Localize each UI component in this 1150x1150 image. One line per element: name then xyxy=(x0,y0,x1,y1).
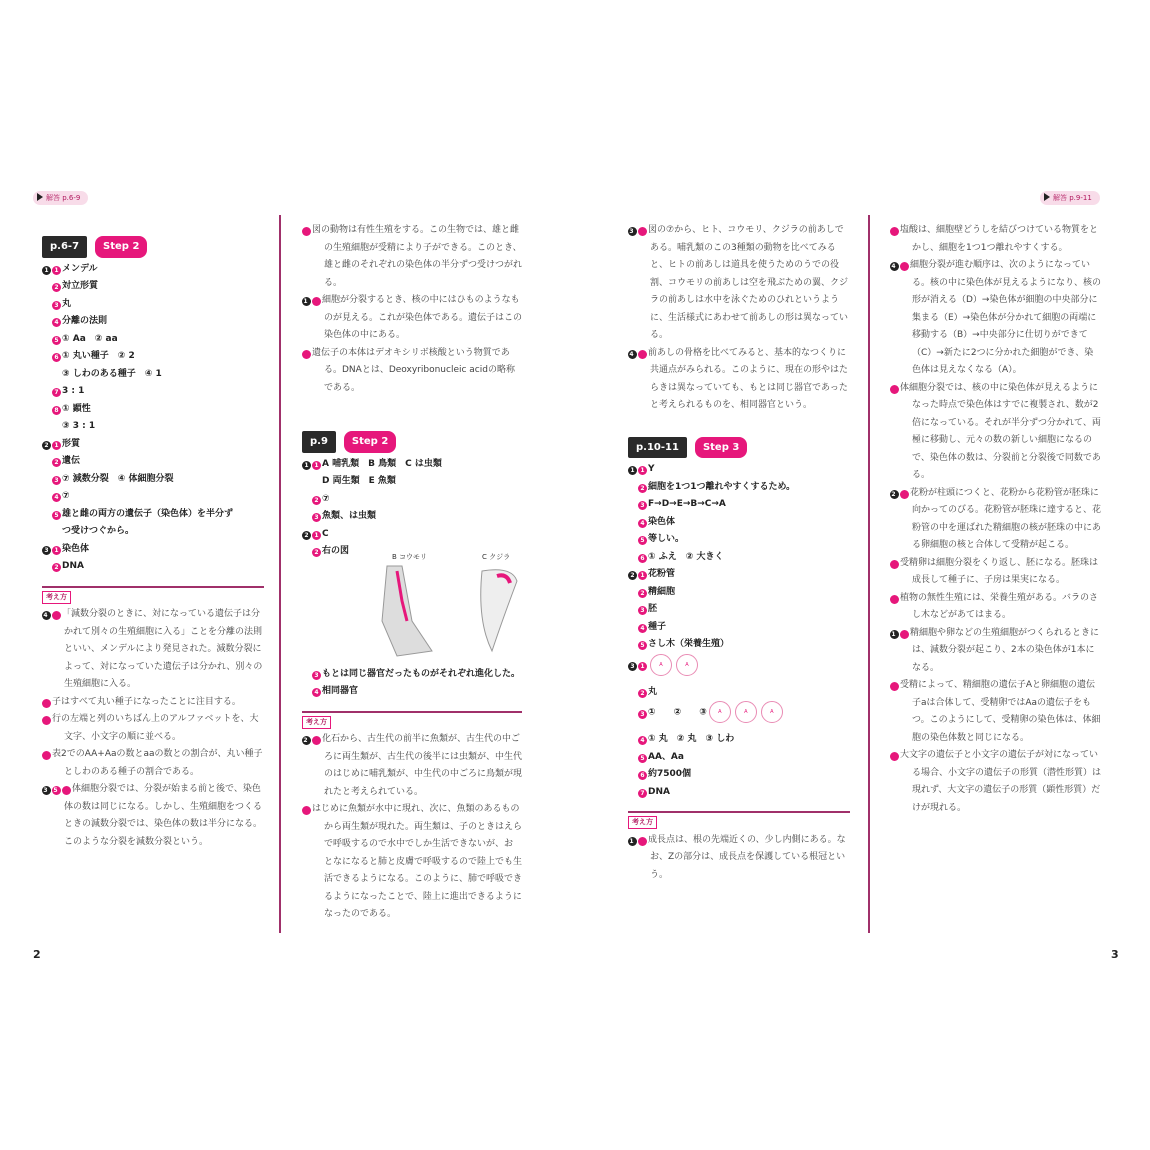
explanation-list xyxy=(619,222,850,415)
question-number-badge: 2 xyxy=(52,458,61,467)
explanation-text: 図の⑦から、ヒト、コウモリ、クジラの前あしである。哺乳類のこの3種類の動物を比べてみると、ヒトの前あしは道具を使うためのうでの役割、コウモリの前あしは空を飛ぶための翼、クジラの前あしは水中を泳ぐためのひれというように、生活様式にあわせて前あしの形は異なっている。 xyxy=(648,225,849,340)
answer-item xyxy=(628,636,850,654)
explanation-text: はじめに魚類が水中に現れ、次に、魚類のあるものから両生類が現れた。両生類は、子のときはえらで呼吸するので水中でしか生活できないが、おとなになると肺と皮膚で呼吸するので陸上でも生活できるようになる。このように、肺で呼吸できるようになったことで、陸上に進出できるようになったのである。 xyxy=(312,804,523,919)
answer-text: 胚 xyxy=(648,604,658,614)
answer-text: ⑦ 減数分裂 ④ 体細胞分裂 xyxy=(62,473,174,484)
question-number-badge: 5 xyxy=(638,641,647,650)
answer-text: ① 丸 ② 丸 ③ しわ xyxy=(648,734,735,744)
answer-text: 形質 xyxy=(62,438,81,449)
answer-text: ① Aa ② aa xyxy=(62,333,118,344)
explanation-item xyxy=(881,625,1102,678)
step-badge: Step 2 xyxy=(344,431,396,453)
kangaekata-label: 考え方 xyxy=(42,591,71,604)
answer-item xyxy=(628,701,850,731)
answer-text: 丸 xyxy=(62,298,72,309)
question-number-badge: 6 xyxy=(638,771,647,780)
bat-whale-bones-illustration xyxy=(302,561,522,661)
answer-item xyxy=(628,531,850,549)
question-number-badge: 1 xyxy=(638,571,647,580)
answer-item xyxy=(42,488,264,506)
explanation-list xyxy=(881,222,1102,817)
explanation-item xyxy=(881,677,1102,747)
question-number-badge: 5 xyxy=(52,511,61,520)
answer-item xyxy=(628,496,850,514)
answer-text: 雄と雌の両方の遺伝子（染色体）を半分ず xyxy=(62,508,234,519)
answer-text: 細胞を1つ1つ離れやすくするため。 xyxy=(648,481,796,492)
answer-item xyxy=(628,461,850,479)
explanation-text: 遺伝子の本体はデオキシリボ核酸という物質である。DNAとは、Deoxyribonucleic acidの略称である。 xyxy=(312,347,515,393)
answer-item xyxy=(628,731,850,749)
answer-item xyxy=(628,749,850,767)
answer-list xyxy=(628,461,850,801)
question-number-badge: 2 xyxy=(52,563,61,572)
explanation-text: 成長点は、根の先端近くの、少し内側にある。なお、Zの部分は、成長点を保護している根冠という。 xyxy=(648,834,846,880)
answer-item xyxy=(302,666,522,684)
answer-text: DNA xyxy=(62,561,84,571)
answer-text: ⑦ xyxy=(322,493,330,504)
question-number-badge: 4 xyxy=(52,493,61,502)
explanation-item xyxy=(881,747,1102,817)
explanation-text: 化石から、古生代の前半に魚類が、古生代の中ごろに両生類が、古生代の後半には虫類が、中生代のはじめに哺乳類が、中生代の中ごろに鳥類が現れたと考えられている。 xyxy=(322,734,523,797)
explanation-item xyxy=(881,555,1102,590)
explanation-text: 前あしの骨格を比べてみると、基本的なつくりに共通点がみられる。このように、現在の形やはたらきは異なっていても、もとは同じ器官であったと考えられるものを、相同器官という。 xyxy=(648,347,849,410)
kangaekata-label: 考え方 xyxy=(302,716,331,729)
answer-item xyxy=(42,331,264,349)
play-icon xyxy=(37,193,43,201)
answer-text: つ受けつぐから。 xyxy=(62,526,135,536)
answer-item xyxy=(628,514,850,532)
question-number-badge: 1 xyxy=(628,466,637,475)
question-number-badge: 1 xyxy=(42,611,51,620)
explanation-text: 「減数分裂のときに、対になっている遺伝子は分かれて別々の生殖細胞に入る」ことを分離の法則といい、メンデルにより発見された。減数分裂によって、対になっていた遺伝子は分かれ、別々の生殖細胞に入る。 xyxy=(62,609,263,689)
question-number-badge: 6 xyxy=(638,554,647,563)
question-number-badge: 5 xyxy=(302,227,311,236)
question-number-badge: 1 xyxy=(628,837,637,846)
question-number-badge: 1 xyxy=(312,531,321,540)
kangaekata-label: 考え方 xyxy=(628,816,657,829)
explanation-text: 花粉が柱頭につくと、花粉から花粉管が胚珠に向かってのびる。花粉管が胚珠に達すると、花粉管の中を運ばれた精細胞の核が胚珠の中にある卵細胞の核と合体して受精が起こる。 xyxy=(910,487,1102,550)
explanation-item xyxy=(881,590,1102,625)
question-number-badge: 5 xyxy=(638,536,647,545)
question-number-badge: 1 xyxy=(638,837,647,846)
question-number-badge: 5 xyxy=(890,385,899,394)
question-number-badge: 2 xyxy=(628,571,637,580)
question-number-badge: 4 xyxy=(638,736,647,745)
answer-text: DNA xyxy=(648,786,670,797)
question-number-badge: 2 xyxy=(638,589,647,598)
answer-text: さし木（栄養生殖） xyxy=(648,639,730,649)
answer-text: 分離の法則 xyxy=(62,316,108,326)
question-number-badge: 2 xyxy=(890,490,899,499)
answer-item xyxy=(42,296,264,314)
answer-item xyxy=(628,684,850,702)
answer-text: ① ふえ ② 大きく xyxy=(648,551,724,562)
step-badge: Step 3 xyxy=(695,437,747,459)
answer-text: D 両生類 E 魚類 xyxy=(322,476,396,486)
question-number-badge: 2 xyxy=(312,548,321,557)
question-number-badge: 5 xyxy=(638,754,647,763)
answer-item xyxy=(628,766,850,784)
question-number-badge: 2 xyxy=(42,441,51,450)
answer-text: F→D→E→B→C→A xyxy=(648,499,726,509)
left-page-header: 解答 p.6-9 xyxy=(33,191,88,205)
question-number-badge: 1 xyxy=(302,736,311,745)
answer-item xyxy=(42,436,264,454)
question-number-badge: 1 xyxy=(52,266,61,275)
question-number-badge: 3 xyxy=(628,662,637,671)
question-number-badge: 4 xyxy=(52,611,61,620)
explanation-item xyxy=(881,380,1102,485)
question-number-badge: 3 xyxy=(638,501,647,510)
answer-item xyxy=(302,526,522,544)
explanation-text: 表2でのAA+Aaの数とaaの数との割合が、丸い種子としわのある種子の割合である。 xyxy=(52,749,263,777)
explanation-item xyxy=(881,222,1102,257)
explanation-text: 行の左端と列のいちばん上のアルファベットを、大文字、小文字の順に並べる。 xyxy=(52,714,259,742)
genotype-circle: A xyxy=(650,654,672,676)
explanation-text: 体細胞分裂では、核の中に染色体が見えるようになった時点で染色体はすでに複製され、数が2倍になっている。それが半分ずつ分かれて、両極に移動し、元々の数の新しい細胞になるので、染色体の数は、分裂前と分裂後で同数である。 xyxy=(900,382,1101,480)
question-number-badge: 3 xyxy=(890,262,899,271)
answer-text: 種子 xyxy=(648,621,667,632)
answer-item xyxy=(628,566,850,584)
explanation-item xyxy=(881,257,1102,380)
answer-item xyxy=(42,313,264,331)
question-number-badge: 3 xyxy=(42,546,51,555)
question-number-badge: 2 xyxy=(312,496,321,505)
question-number-badge: 4 xyxy=(638,350,647,359)
explanation-text: 細胞分裂が進む順序は、次のようになっている。核の中に染色体が見えるようになり、核の形が消える（D）→染色体が細胞の中央部分に集まる（E）→染色体が分かれて細胞の両端に移動する（B）→中央部分に仕切りができて（C）→新たに2つに分かれた細胞ができ、染色体は見えなくなる（A）。 xyxy=(910,260,1102,375)
answer-text: ① ② ③ xyxy=(648,707,707,718)
answer-text: 花粉管 xyxy=(648,569,676,579)
question-number-badge: 3 xyxy=(52,786,61,795)
answer-text: 等しい。 xyxy=(648,534,685,544)
question-number-badge: 3 xyxy=(52,301,61,310)
answer-list xyxy=(302,456,522,561)
answer-list xyxy=(42,261,264,576)
answer-text: 丸 xyxy=(648,686,658,697)
answer-item xyxy=(628,549,850,567)
answer-text: C xyxy=(322,528,329,539)
question-number-badge: 5 xyxy=(890,595,899,604)
answer-text: 3 : 1 xyxy=(62,386,85,396)
question-number-badge: 5 xyxy=(42,716,51,725)
question-number-badge: 3 xyxy=(638,710,647,719)
question-number-badge: 1 xyxy=(638,662,647,671)
page-label: p.9 xyxy=(302,431,336,453)
genotype-circle: A xyxy=(676,654,698,676)
divider xyxy=(42,586,264,588)
answer-item xyxy=(302,508,522,526)
question-number-badge: 3 xyxy=(312,671,321,680)
answer-list xyxy=(302,666,522,701)
section-header xyxy=(302,431,522,453)
explanation-item xyxy=(293,292,523,345)
explanation-item xyxy=(33,711,264,746)
answer-text: もとは同じ器官だったものがそれぞれ進化した。 xyxy=(322,668,521,679)
explanation-text: 大文字の遺伝子と小文字の遺伝子が対になっている場合、小文字の遺伝子の形質（潜性形質）は現れず、大文字の遺伝子の形質（顕性形質）だけが現れる。 xyxy=(900,750,1102,813)
question-number-badge: 2 xyxy=(638,484,647,493)
question-number-badge: 3 xyxy=(890,630,899,639)
question-number-badge: 4 xyxy=(638,624,647,633)
question-number-badge: 2 xyxy=(42,786,51,795)
answer-item xyxy=(42,261,264,279)
explanation-text: 受精によって、精細胞の遺伝子Aと卵細胞の遺伝子aは合体して、受精卵ではAaの遺伝子をもつ。このようにして、受精卵の染色体は、体細胞の染色体数と同じになる。 xyxy=(900,680,1101,743)
explanation-list xyxy=(619,832,850,885)
explanation-item xyxy=(33,606,264,694)
answer-item xyxy=(42,523,264,541)
answer-text: ① 丸い種子 ② 2 xyxy=(62,351,135,361)
answer-text: ③ しわのある種子 ④ 1 xyxy=(62,368,162,379)
explanation-text: 精細胞や卵などの生殖細胞がつくられるときには、減数分裂が起こり、2本の染色体が1本になる。 xyxy=(910,627,1100,673)
answer-item xyxy=(302,683,522,701)
section-header xyxy=(628,437,850,459)
answer-item xyxy=(42,366,264,384)
answer-text: A 哺乳類 B 鳥類 C は虫類 xyxy=(322,458,442,469)
page-number-left: 2 xyxy=(33,948,41,961)
genotype-circle: A xyxy=(735,701,757,723)
question-number-badge: 7 xyxy=(42,699,51,708)
answer-item xyxy=(42,278,264,296)
answer-text: 魚類、は虫類 xyxy=(322,511,377,521)
explanation-text: 受精卵は細胞分裂をくり返し、胚になる。胚珠は成長して種子に、子房は果実になる。 xyxy=(900,557,1099,585)
question-number-badge: 2 xyxy=(638,689,647,698)
explanation-item xyxy=(293,345,522,398)
question-number-badge: 2 xyxy=(302,531,311,540)
answer-text: ⑦ xyxy=(62,491,70,501)
question-number-badge: 1 xyxy=(312,297,321,306)
right-column-2 xyxy=(881,222,1102,817)
section-header xyxy=(42,236,264,258)
explanation-list xyxy=(293,222,523,397)
answer-text: 対立形質 xyxy=(62,281,99,291)
question-number-badge: 1 xyxy=(52,441,61,450)
answer-item xyxy=(628,619,850,637)
answer-item xyxy=(42,418,264,436)
question-number-badge: 8 xyxy=(42,751,51,760)
explanation-text: 細胞が分裂するとき、核の中にはひものようなものが見える。これが染色体である。遺伝子はこの染色体の中にある。 xyxy=(322,295,523,340)
left-column-2 xyxy=(293,222,523,924)
question-number-badge: 3 xyxy=(302,297,311,306)
answer-item xyxy=(628,601,850,619)
answer-text: Y xyxy=(648,464,655,474)
answer-text: 相同器官 xyxy=(322,686,359,696)
question-number-badge: 4 xyxy=(900,262,909,271)
answer-item xyxy=(42,558,264,576)
question-number-badge: 5 xyxy=(52,336,61,345)
question-number-badge: 1 xyxy=(312,461,321,470)
answer-text: ① 顕性 xyxy=(62,403,91,414)
page-label: p.10-11 xyxy=(628,437,687,459)
question-number-badge: 3 xyxy=(890,682,899,691)
explanation-text: 体細胞分裂では、分裂が始まる前と後で、染色体の数は同じになる。しかし、生殖細胞をつくるときの減数分裂では、染色体の数は半分になる。このような分裂を減数分裂という。 xyxy=(64,784,263,847)
question-number-badge: 2 xyxy=(302,350,311,359)
explanation-item xyxy=(33,694,264,712)
question-number-badge: 4 xyxy=(890,752,899,761)
answer-text: 約7500個 xyxy=(648,769,692,779)
page-number-right: 3 xyxy=(1111,948,1119,961)
question-number-badge: 2 xyxy=(900,490,909,499)
question-number-badge: 7 xyxy=(638,789,647,798)
question-number-badge: 4 xyxy=(52,318,61,327)
answer-item xyxy=(42,401,264,419)
page-label: p.6-7 xyxy=(42,236,87,258)
column-divider xyxy=(868,215,870,933)
question-number-badge: 1 xyxy=(302,461,311,470)
answer-item xyxy=(628,479,850,497)
answer-text: ③ 3 : 1 xyxy=(62,421,96,431)
question-number-badge: 2 xyxy=(628,350,637,359)
question-number-badge: 2 xyxy=(312,736,321,745)
forelimb-figure: B コウモリ C クジラ xyxy=(302,561,522,666)
question-number-badge: 3 xyxy=(312,513,321,522)
explanation-list xyxy=(293,731,523,924)
answer-item xyxy=(42,453,264,471)
answer-item xyxy=(628,784,850,802)
question-number-badge: 6 xyxy=(52,353,61,362)
answer-item xyxy=(42,541,264,559)
answer-item xyxy=(42,383,264,401)
explanation-text: 塩酸は、細胞壁どうしを結びつけている物質をとかし、細胞を1つ1つ離れやすくする。 xyxy=(900,225,1099,253)
step-badge: Step 2 xyxy=(95,236,147,258)
explanation-item xyxy=(293,222,523,292)
answer-item xyxy=(42,348,264,366)
question-number-badge: 8 xyxy=(52,406,61,415)
answer-item xyxy=(302,491,522,509)
right-column-1 xyxy=(619,222,850,884)
question-number-badge: 2 xyxy=(52,283,61,292)
question-number-badge: 2 xyxy=(628,227,637,236)
answer-item xyxy=(628,584,850,602)
explanation-text: 図の動物は有性生殖をする。この生物では、雄と雌の生殖細胞が受精により子ができる。このとき、雄と雌のそれぞれの染色体の半分ずつ受けつがれる。 xyxy=(312,225,523,288)
question-number-badge: 3 xyxy=(638,606,647,615)
explanation-item xyxy=(619,832,850,885)
question-number-badge: 4 xyxy=(312,688,321,697)
question-number-badge: 2 xyxy=(890,227,899,236)
explanation-list xyxy=(33,606,264,851)
question-number-badge: 3 xyxy=(638,227,647,236)
explanation-item xyxy=(881,485,1102,555)
explanation-text: 植物の無性生殖には、栄養生殖がある。バラのさし木などがあてはまる。 xyxy=(900,592,1099,620)
answer-item xyxy=(302,456,522,474)
explanation-item xyxy=(619,222,850,345)
answer-text: 染色体 xyxy=(648,516,676,527)
answer-text: AA、Aa xyxy=(648,751,684,762)
divider xyxy=(628,811,850,813)
question-number-badge: 1 xyxy=(52,546,61,555)
answer-text: 右の図 xyxy=(322,546,350,556)
explanation-item xyxy=(293,731,523,801)
question-number-badge: 1 xyxy=(638,466,647,475)
explanation-item xyxy=(619,345,850,415)
play-icon xyxy=(1044,193,1050,201)
column-divider xyxy=(279,215,281,933)
question-number-badge: 1 xyxy=(900,630,909,639)
answer-text: 染色体 xyxy=(62,543,90,554)
explanation-text: 子はすべて丸い種子になったことに注目する。 xyxy=(52,696,241,707)
question-number-badge: 1 xyxy=(42,266,51,275)
question-number-badge: 5 xyxy=(62,786,71,795)
explanation-item xyxy=(293,801,523,924)
question-number-badge: 3 xyxy=(52,476,61,485)
answer-text: 遺伝 xyxy=(62,456,81,466)
answer-item xyxy=(42,506,264,524)
explanation-item xyxy=(33,781,264,851)
right-page-header: 解答 p.9-11 xyxy=(1040,191,1100,205)
explanation-item xyxy=(33,746,264,781)
question-number-badge: 7 xyxy=(52,388,61,397)
divider xyxy=(302,711,522,713)
answer-text: メンデル xyxy=(62,263,98,274)
answer-text: 精細胞 xyxy=(648,586,676,597)
question-number-badge: 3 xyxy=(302,806,311,815)
left-column-1 xyxy=(33,232,264,851)
question-number-badge: 3 xyxy=(890,560,899,569)
question-number-badge: 4 xyxy=(638,519,647,528)
answer-item xyxy=(302,473,522,491)
answer-item xyxy=(42,471,264,489)
genotype-circle: A xyxy=(709,701,731,723)
genotype-circle: A xyxy=(761,701,783,723)
answer-item xyxy=(628,654,850,684)
